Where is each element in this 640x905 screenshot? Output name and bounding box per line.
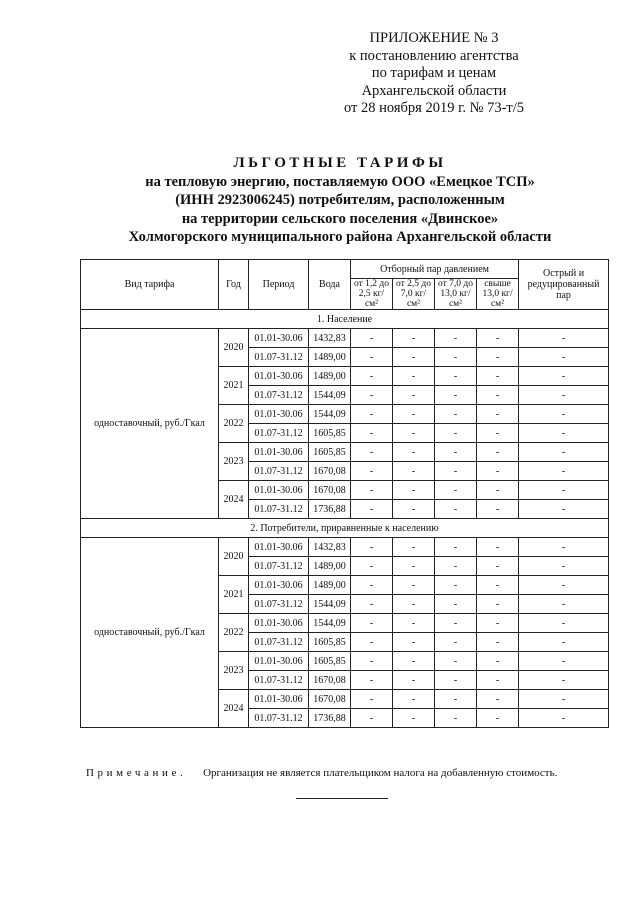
empty-value-cell: -: [351, 595, 393, 614]
empty-value-cell: -: [477, 481, 519, 500]
section-row: [81, 310, 609, 329]
empty-value-cell: -: [519, 443, 609, 462]
empty-value-cell: -: [519, 557, 609, 576]
document-title: [60, 154, 620, 247]
empty-value-cell: -: [519, 462, 609, 481]
empty-value-cell: -: [477, 367, 519, 386]
empty-value-cell: -: [477, 690, 519, 709]
appendix-line: ПРИЛОЖЕНИЕ № 3: [369, 30, 499, 46]
empty-value-cell: -: [393, 329, 435, 348]
empty-value-cell: -: [477, 709, 519, 728]
water-tariff-cell: 1736,88: [309, 709, 351, 728]
empty-value-cell: -: [393, 633, 435, 652]
empty-value-cell: -: [435, 329, 477, 348]
appendix-line: Архангельской области: [361, 82, 507, 99]
empty-value-cell: -: [393, 595, 435, 614]
empty-value-cell: -: [393, 443, 435, 462]
empty-value-cell: -: [393, 614, 435, 633]
empty-value-cell: -: [519, 671, 609, 690]
empty-value-cell: -: [477, 386, 519, 405]
empty-value-cell: -: [393, 386, 435, 405]
empty-value-cell: -: [435, 690, 477, 709]
period-cell: 01.01-30.06: [249, 443, 309, 462]
header-sharp-steam: Острый и редуцированный пар: [519, 260, 609, 310]
water-tariff-cell: 1489,00: [309, 576, 351, 595]
water-tariff-cell: 1544,09: [309, 386, 351, 405]
year-cell: 2022: [219, 614, 249, 652]
period-cell: 01.07-31.12: [249, 386, 309, 405]
tariff-type-cell: одноставочный, руб./Гкал: [81, 538, 219, 728]
note-text: Организация не является плательщиком налога на добавленную стоимость.: [203, 767, 558, 779]
empty-value-cell: -: [393, 652, 435, 671]
year-cell: 2021: [219, 576, 249, 614]
empty-value-cell: -: [351, 443, 393, 462]
empty-value-cell: -: [519, 424, 609, 443]
empty-value-cell: -: [477, 348, 519, 367]
period-cell: 01.01-30.06: [249, 329, 309, 348]
water-tariff-cell: 1432,83: [309, 329, 351, 348]
period-cell: 01.07-31.12: [249, 557, 309, 576]
empty-value-cell: -: [435, 462, 477, 481]
empty-value-cell: -: [519, 576, 609, 595]
empty-value-cell: -: [477, 424, 519, 443]
empty-value-cell: -: [351, 386, 393, 405]
water-tariff-cell: 1489,00: [309, 367, 351, 386]
title-line: на тепловую энергию, поставляемую ООО «Емецкое ТСП»: [145, 173, 535, 190]
table-header: [81, 260, 609, 310]
year-cell: 2022: [219, 405, 249, 443]
water-tariff-cell: 1489,00: [309, 348, 351, 367]
empty-value-cell: -: [351, 614, 393, 633]
empty-value-cell: -: [435, 595, 477, 614]
header-year: Год: [219, 260, 249, 310]
empty-value-cell: -: [393, 538, 435, 557]
water-tariff-cell: 1432,83: [309, 538, 351, 557]
empty-value-cell: -: [477, 652, 519, 671]
empty-value-cell: -: [351, 405, 393, 424]
empty-value-cell: -: [435, 481, 477, 500]
empty-value-cell: -: [435, 443, 477, 462]
empty-value-cell: -: [519, 481, 609, 500]
note: [86, 767, 626, 779]
water-tariff-cell: 1605,85: [309, 652, 351, 671]
tariff-table: [80, 259, 609, 728]
empty-value-cell: -: [477, 538, 519, 557]
empty-value-cell: -: [519, 386, 609, 405]
empty-value-cell: -: [435, 709, 477, 728]
water-tariff-cell: 1544,09: [309, 405, 351, 424]
empty-value-cell: -: [519, 614, 609, 633]
period-cell: 01.01-30.06: [249, 652, 309, 671]
table-row: [81, 329, 609, 348]
period-cell: 01.07-31.12: [249, 595, 309, 614]
empty-value-cell: -: [393, 500, 435, 519]
period-cell: 01.07-31.12: [249, 671, 309, 690]
table-row: [81, 538, 609, 557]
header-period: Период: [249, 260, 309, 310]
main-title: ЛЬГОТНЫЕ ТАРИФЫ: [233, 155, 447, 171]
empty-value-cell: -: [351, 538, 393, 557]
empty-value-cell: -: [519, 633, 609, 652]
title-line: на территории сельского поселения «Двинское»: [181, 210, 499, 227]
water-tariff-cell: 1670,08: [309, 462, 351, 481]
empty-value-cell: -: [351, 690, 393, 709]
empty-value-cell: -: [351, 462, 393, 481]
empty-value-cell: -: [519, 595, 609, 614]
period-cell: 01.01-30.06: [249, 690, 309, 709]
empty-value-cell: -: [351, 709, 393, 728]
water-tariff-cell: 1544,09: [309, 614, 351, 633]
empty-value-cell: -: [435, 614, 477, 633]
empty-value-cell: -: [393, 367, 435, 386]
empty-value-cell: -: [393, 348, 435, 367]
empty-value-cell: -: [435, 367, 477, 386]
title-line: Холмогорского муниципального района Архангельской области: [128, 229, 552, 245]
empty-value-cell: -: [393, 709, 435, 728]
empty-value-cell: -: [435, 500, 477, 519]
header-steam-range: от 7,0 до 13,0 кг/см²: [435, 279, 477, 310]
empty-value-cell: -: [393, 690, 435, 709]
divider: [296, 798, 388, 799]
empty-value-cell: -: [393, 671, 435, 690]
empty-value-cell: -: [351, 633, 393, 652]
section-title: 1. Население: [81, 310, 609, 329]
tariff-type-cell: одноставочный, руб./Гкал: [81, 329, 219, 519]
empty-value-cell: -: [435, 348, 477, 367]
empty-value-cell: -: [435, 652, 477, 671]
period-cell: 01.01-30.06: [249, 481, 309, 500]
year-cell: 2023: [219, 652, 249, 690]
period-cell: 01.01-30.06: [249, 367, 309, 386]
water-tariff-cell: 1605,85: [309, 633, 351, 652]
empty-value-cell: -: [351, 481, 393, 500]
empty-value-cell: -: [519, 538, 609, 557]
water-tariff-cell: 1489,00: [309, 557, 351, 576]
header-steam: Отборный пар давлением: [351, 260, 519, 279]
header-water: Вода: [309, 260, 351, 310]
appendix-line: по тарифам и ценам: [371, 65, 497, 81]
appendix-line: от 28 ноября 2019 г. № 73-т/5: [343, 100, 525, 116]
year-cell: 2020: [219, 329, 249, 367]
table-body: [81, 310, 609, 728]
period-cell: 01.07-31.12: [249, 424, 309, 443]
period-cell: 01.07-31.12: [249, 633, 309, 652]
appendix-block: [314, 30, 554, 118]
empty-value-cell: -: [393, 462, 435, 481]
period-cell: 01.01-30.06: [249, 538, 309, 557]
empty-value-cell: -: [351, 671, 393, 690]
empty-value-cell: -: [477, 329, 519, 348]
empty-value-cell: -: [435, 538, 477, 557]
empty-value-cell: -: [519, 709, 609, 728]
empty-value-cell: -: [519, 348, 609, 367]
empty-value-cell: -: [435, 405, 477, 424]
period-cell: 01.01-30.06: [249, 614, 309, 633]
header-steam-range: от 2,5 до 7,0 кг/см²: [393, 279, 435, 310]
note-label: Примечание.: [86, 767, 187, 779]
empty-value-cell: -: [477, 576, 519, 595]
empty-value-cell: -: [435, 557, 477, 576]
empty-value-cell: -: [393, 405, 435, 424]
empty-value-cell: -: [393, 481, 435, 500]
water-tariff-cell: 1544,09: [309, 595, 351, 614]
empty-value-cell: -: [519, 367, 609, 386]
empty-value-cell: -: [435, 424, 477, 443]
empty-value-cell: -: [351, 652, 393, 671]
title-line: (ИНН 2923006245) потребителям, расположенным: [175, 192, 505, 208]
period-cell: 01.07-31.12: [249, 462, 309, 481]
empty-value-cell: -: [435, 386, 477, 405]
period-cell: 01.07-31.12: [249, 348, 309, 367]
period-cell: 01.01-30.06: [249, 405, 309, 424]
section-row: [81, 519, 609, 538]
empty-value-cell: -: [351, 348, 393, 367]
empty-value-cell: -: [519, 652, 609, 671]
period-cell: 01.07-31.12: [249, 709, 309, 728]
empty-value-cell: -: [477, 443, 519, 462]
water-tariff-cell: 1670,08: [309, 481, 351, 500]
header-tariff-type: Вид тарифа: [81, 260, 219, 310]
empty-value-cell: -: [519, 405, 609, 424]
water-tariff-cell: 1605,85: [309, 424, 351, 443]
header-steam-range: от 1,2 до 2,5 кг/см²: [351, 279, 393, 310]
empty-value-cell: -: [351, 576, 393, 595]
empty-value-cell: -: [393, 424, 435, 443]
water-tariff-cell: 1670,08: [309, 671, 351, 690]
period-cell: 01.07-31.12: [249, 500, 309, 519]
header-steam-range: свыше 13,0 кг/см²: [477, 279, 519, 310]
section-title: 2. Потребители, приравненные к населению: [81, 519, 609, 538]
empty-value-cell: -: [477, 671, 519, 690]
empty-value-cell: -: [351, 557, 393, 576]
empty-value-cell: -: [351, 367, 393, 386]
empty-value-cell: -: [477, 405, 519, 424]
year-cell: 2021: [219, 367, 249, 405]
year-cell: 2020: [219, 538, 249, 576]
year-cell: 2024: [219, 481, 249, 519]
water-tariff-cell: 1605,85: [309, 443, 351, 462]
empty-value-cell: -: [519, 500, 609, 519]
empty-value-cell: -: [351, 329, 393, 348]
empty-value-cell: -: [519, 690, 609, 709]
empty-value-cell: -: [351, 500, 393, 519]
empty-value-cell: -: [477, 614, 519, 633]
empty-value-cell: -: [477, 595, 519, 614]
empty-value-cell: -: [393, 557, 435, 576]
water-tariff-cell: 1736,88: [309, 500, 351, 519]
empty-value-cell: -: [393, 576, 435, 595]
empty-value-cell: -: [435, 633, 477, 652]
empty-value-cell: -: [477, 500, 519, 519]
empty-value-cell: -: [519, 329, 609, 348]
empty-value-cell: -: [351, 424, 393, 443]
empty-value-cell: -: [477, 557, 519, 576]
year-cell: 2023: [219, 443, 249, 481]
empty-value-cell: -: [435, 576, 477, 595]
empty-value-cell: -: [477, 462, 519, 481]
water-tariff-cell: 1670,08: [309, 690, 351, 709]
appendix-line: к постановлению агентства: [349, 47, 519, 64]
empty-value-cell: -: [435, 671, 477, 690]
year-cell: 2024: [219, 690, 249, 728]
period-cell: 01.01-30.06: [249, 576, 309, 595]
empty-value-cell: -: [477, 633, 519, 652]
